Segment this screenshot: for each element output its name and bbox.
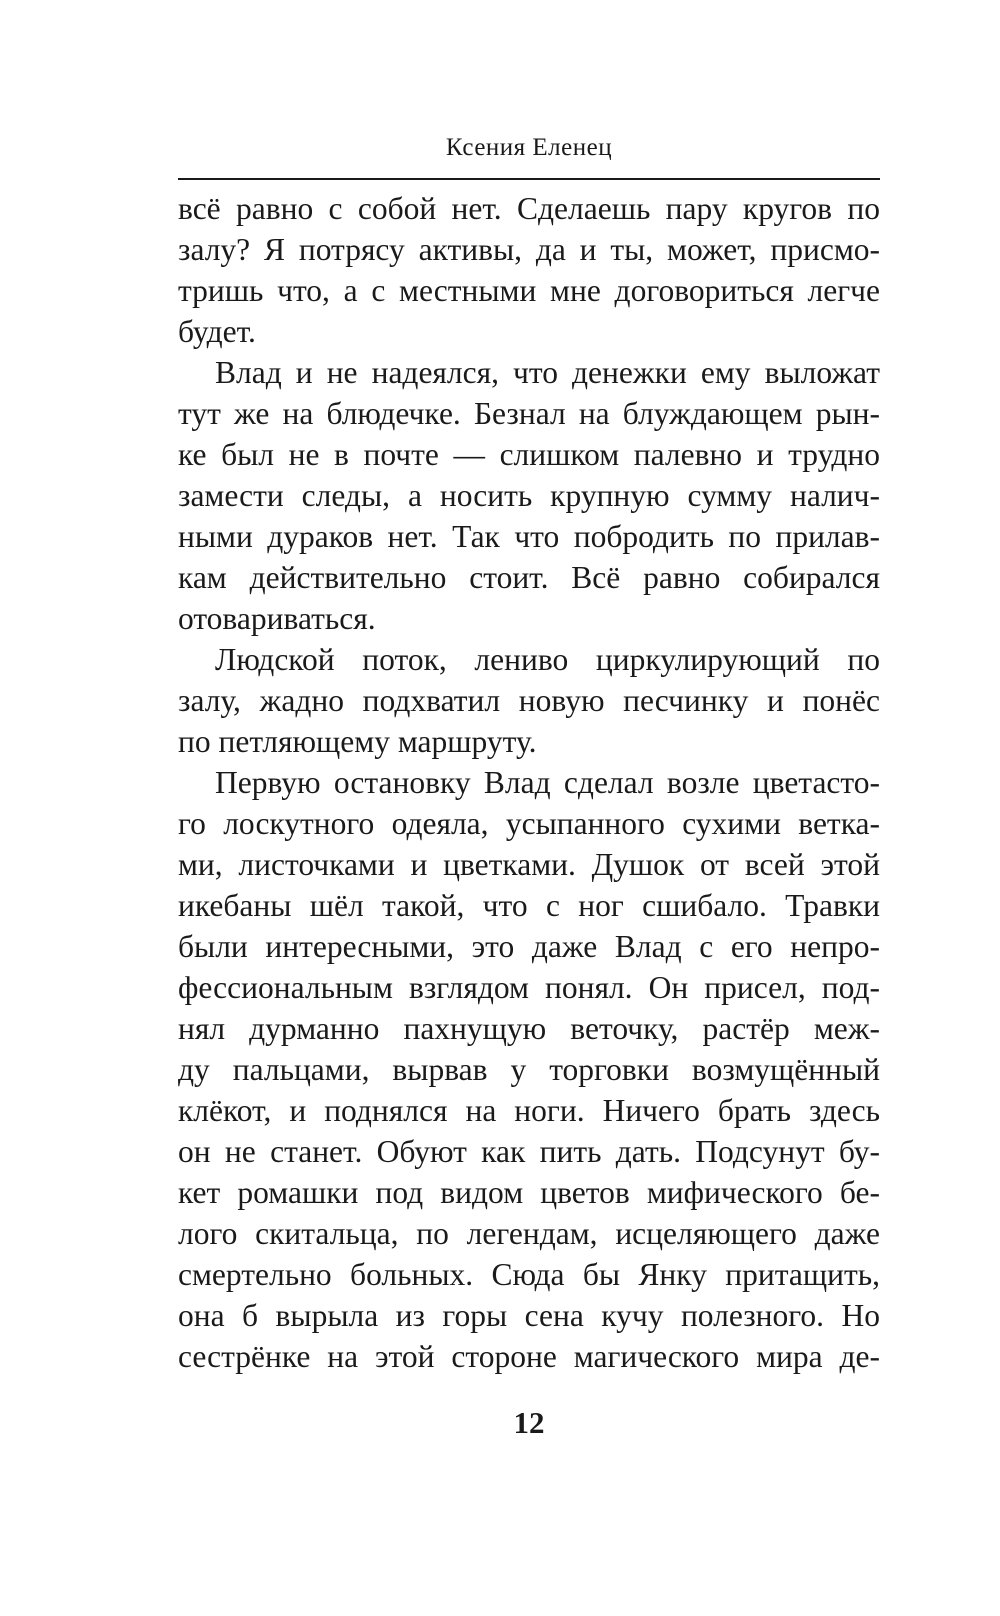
text-line: кам действительно стоит. Всё равно собирался [178, 560, 880, 595]
text-line: ду пальцами, вырвав у торговки возмущённый [178, 1052, 880, 1087]
running-header-author: Ксения Еленец [445, 134, 613, 161]
text-line: кет ромашки под видом цветов мифического бе- [178, 1175, 880, 1210]
text-line: тришь что, а с местными мне договориться легче [178, 273, 880, 308]
text-line: отовариваться. [178, 601, 376, 636]
text-line: были интересными, это даже Влад с его непро- [178, 929, 880, 964]
text-line: ке был не в почте — слишком палевно и трудно [178, 437, 880, 472]
text-line: фессиональным взглядом понял. Он присел, под- [178, 970, 880, 1005]
text-line: тут же на блюдечке. Безнал на блуждающем рын- [178, 396, 880, 431]
text-line: го лоскутного одеяла, усыпанного сухими ветка- [178, 806, 880, 841]
text-line: лого скитальца, по легендам, исцеляющего даже [178, 1216, 880, 1251]
text-line: Людской поток, лениво циркулирующий по [215, 642, 880, 677]
text-line: клёкот, и поднялся на ноги. Ничего брать здесь [178, 1093, 880, 1128]
text-line: всё равно с собой нет. Сделаешь пару кругов по [178, 191, 880, 226]
text-line: он не станет. Обуют как пить дать. Подсунут бу- [178, 1134, 880, 1169]
text-line: замести следы, а носить крупную сумму налич- [178, 478, 880, 513]
text-line: сестрёнке на этой стороне магического мира де- [178, 1339, 880, 1374]
text-line: будет. [178, 314, 256, 349]
text-line: смертельно больных. Сюда бы Янку притащить, [178, 1257, 880, 1292]
body-text [178, 188, 880, 1377]
text-line: ми, листочками и цветками. Душок от всей этой [178, 847, 880, 882]
text-line: Первую остановку Влад сделал возле цветасто- [215, 765, 880, 800]
text-line: ными дураков нет. Так что побродить по прилав- [178, 519, 880, 554]
header-rule [178, 178, 880, 180]
text-line: нял дурманно пахнущую веточку, растёр меж- [178, 1011, 880, 1046]
text-line: залу? Я потрясу активы, да и ты, может, присмо- [178, 232, 880, 267]
text-line: она б вырыла из горы сена кучу полезного. Но [178, 1298, 880, 1333]
text-line: Влад и не надеялся, что денежки ему выложат [215, 355, 880, 390]
text-line: икебаны шёл такой, что с ног сшибало. Травки [178, 888, 880, 923]
text-line: по петляющему маршруту. [178, 724, 537, 759]
page-number: 12 [513, 1405, 545, 1440]
text-line: залу, жадно подхватил новую песчинку и понёс [178, 683, 880, 718]
